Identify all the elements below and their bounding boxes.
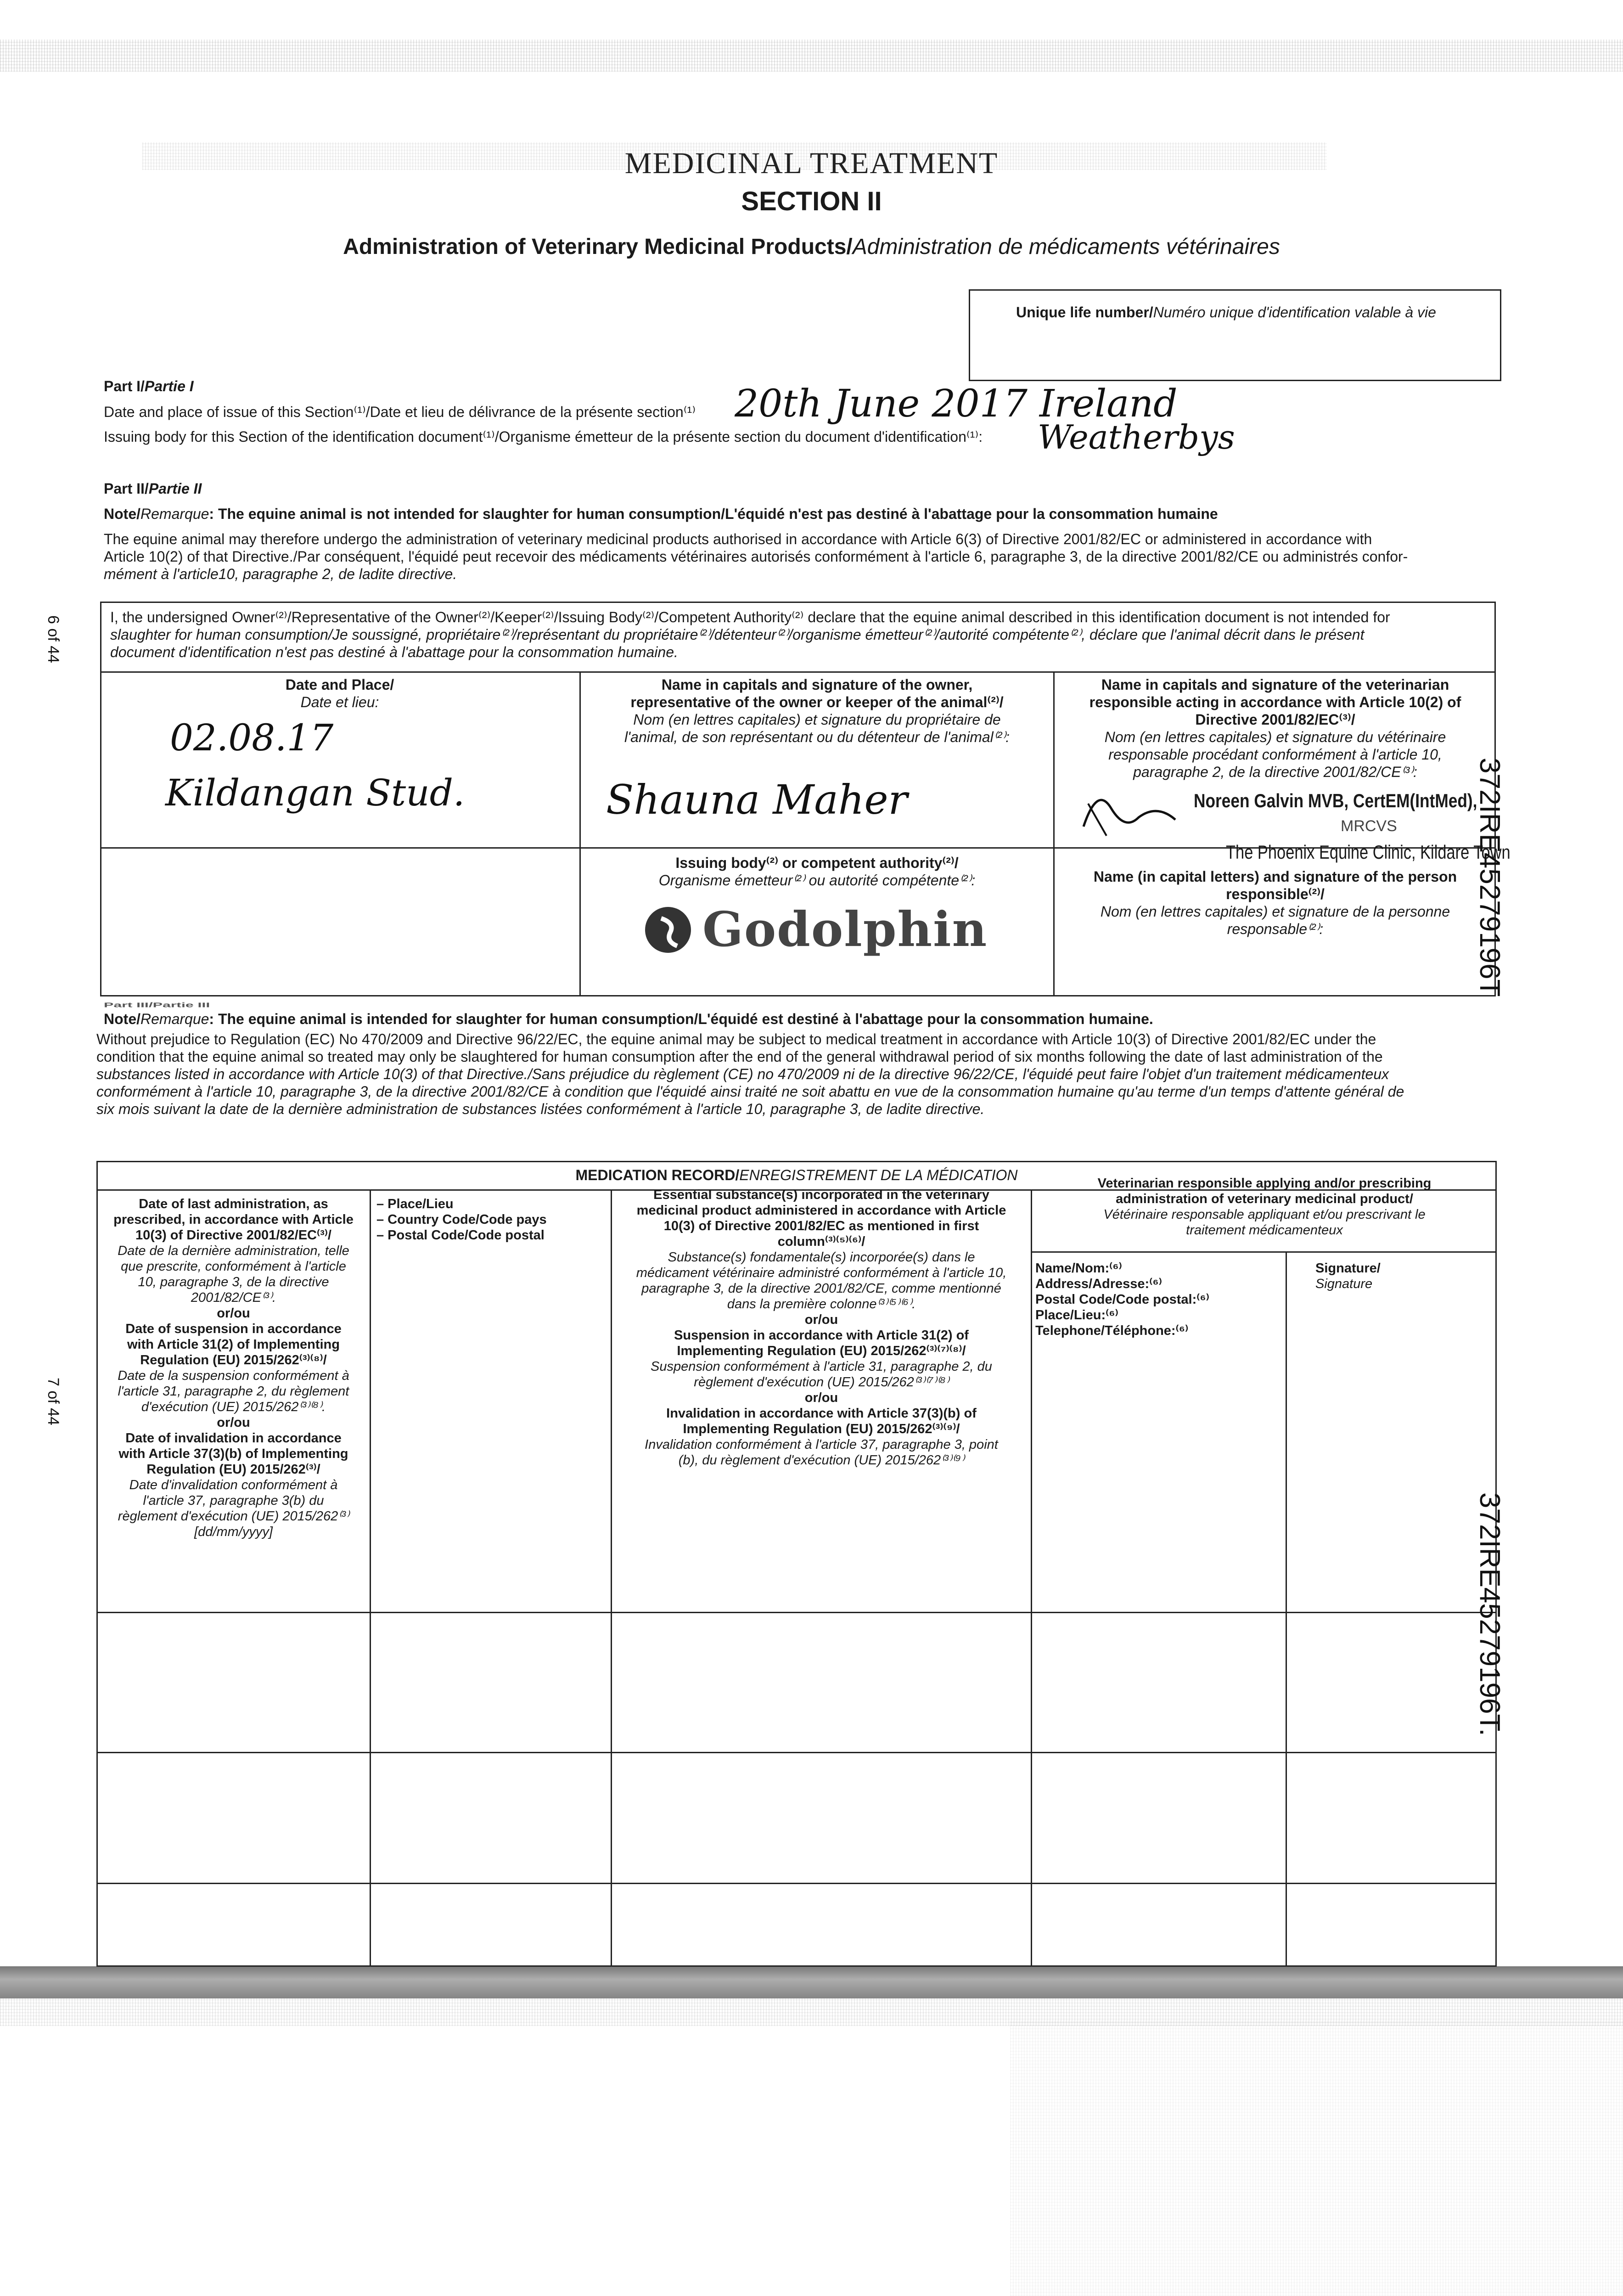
part3-para-2: condition that the equine animal so treated may only be slaughtered for human consumption after the end of the general withdrawal period of six months following the date of last administration of the <box>96 1048 1383 1065</box>
subtitle-en: Administration of Veterinary Medicinal Products/ <box>343 235 853 259</box>
med-col1-line: with Article 37(3)(b) of Implementing <box>118 1446 348 1461</box>
med-col1-line: Regulation (EU) 2015/262⁽³⁾⁽⁸⁾/ <box>140 1353 327 1367</box>
declaration-line-1: I, the undersigned Owner⁽²⁾/Representative of the Owner⁽²⁾/Keeper⁽²⁾/Issuing Body⁽²⁾/Competent Authority⁽²⁾ declare that the equine animal described in this identification document is not intended for <box>110 609 1390 625</box>
med-col4-line: traitement médicamenteux <box>1186 1223 1343 1238</box>
part3-para-1: Without prejudice to Regulation (EC) No 470/2009 and Directive 96/22/EC, the equine animal may be subject to medical treatment in accordance with Article 10(3) of Directive 2001/82/EC under the <box>96 1031 1376 1047</box>
part1-issuing-value: Weatherbys <box>1038 418 1235 456</box>
med-col4a-line: Postal Code/Code postal:⁽⁶⁾ <box>1035 1292 1209 1307</box>
med-col4-head-divider <box>1031 1251 1497 1253</box>
page-number-bottom: 7 of 44 <box>45 1378 62 1425</box>
med-col3-line: médicament vétérinaire administré conformément à l'article 10, <box>636 1266 1007 1280</box>
med-col-divider-4 <box>1286 1251 1287 1967</box>
med-col3-head <box>612 1187 1031 1468</box>
medication-record-title: MEDICATION RECORD/ENREGISTREMENT DE LA MÉDICATION <box>575 1167 1018 1183</box>
med-col1-line: Date of invalidation in accordance <box>125 1431 342 1446</box>
scan-artifact-bottom <box>0 1966 1623 1998</box>
med-col1-line: d'exécution (UE) 2015/262⁽³⁾⁽⁸⁾. <box>141 1400 326 1414</box>
scan-artifact-corner <box>1010 2020 1623 2296</box>
med-col1-line: l'article 31, paragraphe 2, du règlement <box>118 1384 349 1399</box>
med-col4b-line: Signature <box>1315 1277 1373 1291</box>
med-col4-line: administration of veterinary medicinal product/ <box>1116 1192 1413 1206</box>
uln-label: Unique life number/Numéro unique d'identification valable à vie <box>1016 304 1436 321</box>
med-row-divider-1 <box>96 1612 1497 1613</box>
med-col4b-signature <box>1315 1261 1490 1292</box>
med-col3-line: Substance(s) fondamentale(s) incorporée(s) dans le <box>668 1250 975 1265</box>
vet-stamp-suffix: MRCVS <box>1341 817 1397 835</box>
med-col3-line: column⁽³⁾⁽⁵⁾⁽⁶⁾/ <box>777 1234 865 1249</box>
godolphin-logo <box>643 900 1001 964</box>
med-col1-line: or/ou <box>217 1306 250 1321</box>
med-col3-line: Suspension in accordance with Article 31(2) of <box>674 1328 969 1343</box>
declaration-line-2: slaughter for human consumption/Je soussigné, propriétaire⁽²⁾/représentant du propriétaire⁽²⁾/détenteur⁽²⁾/organisme émetteur⁽²⁾/autorité compétente⁽²⁾, déclare que l'animal décrit dans le présent <box>110 626 1365 643</box>
med-col1-line: Date of suspension in accordance <box>125 1322 342 1336</box>
med-col3-line: Invalidation in accordance with Article 37(3)(b) of <box>666 1406 977 1421</box>
declaration-line-3: document d'identification n'est pas destiné à l'abattage pour la consommation humaine. <box>110 644 678 660</box>
med-col4a-line: Telephone/Téléphone:⁽⁶⁾ <box>1035 1323 1189 1338</box>
part2-note: Note/Remarque: The equine animal is not intended for slaughter for human consumption/L'équidé n'est pas destiné à l'abattage pour la consommation humaine <box>104 506 1218 522</box>
part1-date-label: Date and place of issue of this Section⁽¹⁾/Date et lieu de délivrance de la présente section⁽¹⁾ <box>104 404 696 420</box>
part3-para-4: conformément à l'article 10, paragraphe 3, de la directive 2001/82/CE à condition que l'équidé ainsi traité ne soit abattu en vue de la consommation humaine qu'au terme d'un temps d'attente général de <box>96 1083 1404 1100</box>
subtitle-fr: Administration de médicaments vétérinaires <box>852 235 1280 259</box>
vet-signature-scribble <box>1070 776 1180 843</box>
med-col4-line: Vétérinaire responsable appliquant et/ou prescrivant le <box>1103 1207 1426 1222</box>
issuing-body-head: Issuing body⁽²⁾ or competent authority⁽²⁾/ Organisme émetteur⁽²⁾ ou autorité compétente⁽²⁾: <box>658 855 976 889</box>
med-col1-line: Regulation (EU) 2015/262⁽³⁾/ <box>146 1462 320 1477</box>
part2-para-2: Article 10(2) of that Directive./Par conséquent, l'équidé peut recevoir des médicaments vétérinaires autorisés conformément à l'article 6, paragraphe 3, de la directive 2001/82/CE ou administrés confor- <box>104 548 1408 565</box>
med-col1-line: 2001/82/CE⁽³⁾. <box>191 1290 276 1305</box>
godolphin-emblem-icon <box>643 905 693 955</box>
declaration-divider <box>100 671 1496 673</box>
med-col1-line: with Article 31(2) of Implementing <box>127 1337 340 1352</box>
uln-margin-bottom: 372IRE452791​96T. <box>1474 1492 1505 1736</box>
med-col3-line: dans la première colonne⁽³⁾⁽⁵⁾⁽⁶⁾. <box>727 1297 916 1311</box>
med-col1-line: or/ou <box>217 1415 250 1430</box>
med-row-divider-3 <box>96 1883 1497 1884</box>
med-col3-line: (b), du règlement d'exécution (UE) 2015/262⁽³⁾⁽⁹⁾ <box>678 1453 965 1468</box>
med-col-divider-1 <box>370 1189 371 1967</box>
uln-margin-top: 372IRE452791​96T <box>1474 758 1505 997</box>
med-col1-line: Date de la suspension conformément à <box>118 1368 349 1383</box>
med-col4a-line: Name/Nom:⁽⁶⁾ <box>1035 1261 1122 1276</box>
med-col4-head <box>1032 1176 1497 1238</box>
decl-col3-head: Name in capitals and signature of the veterinarian responsible acting in accordance with Article 10(2) of Directive 2001/82/EC⁽³⁾/ Nom (en lettres capitales) et signature du vétérinaire responsable procédant conformément à l'article 10, paragraphe 2, de la directive 2001/82/CE⁽³⁾: <box>1089 676 1461 780</box>
med-col3-line: Invalidation conformément à l'article 37, paragraphe 3, point <box>645 1437 998 1452</box>
med-col1-line: Date d'invalidation conformément à <box>129 1478 338 1492</box>
med-col1-head <box>97 1196 370 1540</box>
med-col3-line: Implementing Regulation (EU) 2015/262⁽³⁾⁽⁷⁾⁽⁸⁾/ <box>677 1344 966 1358</box>
med-col2-line: – Country Code/Code pays <box>376 1212 547 1227</box>
unique-life-number-box[interactable] <box>969 289 1501 381</box>
med-col1-line: l'article 37, paragraphe 3(b) du <box>143 1493 324 1508</box>
decl-col1-head: Date and Place/ Date et lieu: <box>285 676 394 710</box>
med-col3-line: medicinal product administered in accordance with Article <box>636 1203 1006 1218</box>
med-col3-line: 10(3) of Directive 2001/82/EC as mentioned in first <box>663 1219 979 1233</box>
med-col3-line: paragraphe 3, de la directive 2001/82/CE, comme mentionné <box>641 1281 1001 1296</box>
med-col4-line: Veterinarian responsible applying and/or prescribing <box>1097 1176 1432 1191</box>
owner-signature[interactable]: Shauna Maher <box>606 776 908 823</box>
part2-para-1: The equine animal may therefore undergo the administration of veterinary medicinal products authorised in accordance with Article 6(3) of Directive 2001/82/EC or administered in accordance with <box>104 531 1372 547</box>
section-heading: SECTION II <box>741 186 882 216</box>
med-col1-line: [dd/mm/yyyy] <box>194 1525 273 1539</box>
med-col4a-fields <box>1035 1261 1283 1339</box>
vet-signature-icon <box>1070 776 1180 840</box>
part3-heading: Part III/Partie III <box>104 1001 210 1009</box>
med-col4b-line: Signature/ <box>1315 1261 1381 1276</box>
med-col1-line: Date of last administration, as <box>139 1197 328 1211</box>
subtitle <box>0 234 1623 259</box>
part3-note: Note/Remarque: The equine animal is intended for slaughter for human consumption/L'équidé est destiné à l'abattage pour la consommation humaine. <box>104 1011 1153 1027</box>
part1-heading: Part I/Partie I <box>104 378 194 394</box>
med-row-divider-2 <box>96 1752 1497 1753</box>
part1-date-value: 20th June 2017 Ireland <box>735 382 1178 426</box>
med-col1-line: prescribed, in accordance with Article <box>113 1212 354 1227</box>
med-col2-line: – Place/Lieu <box>376 1197 454 1211</box>
part1-issuing-label: Issuing body for this Section of the identification document⁽¹⁾/Organisme émetteur de la présente section du document d'identification⁽¹⁾: <box>104 428 983 445</box>
med-col3-line: Implementing Regulation (EU) 2015/262⁽³⁾⁽⁹⁾/ <box>683 1422 960 1436</box>
med-col3-line: Suspension conformément à l'article 31, paragraphe 2, du <box>651 1359 992 1374</box>
decl-date-value[interactable]: 02.08.17 <box>170 716 334 759</box>
med-col2-head <box>376 1196 606 1243</box>
part3-para-5: six mois suivant la date de la dernière administration de substances listées conformément à l'article 10, paragraphe 3, de ladite directive. <box>96 1101 985 1117</box>
med-col1-line: règlement d'exécution (UE) 2015/262⁽³⁾ <box>118 1509 349 1524</box>
med-col4a-line: Place/Lieu:⁽⁶⁾ <box>1035 1308 1118 1322</box>
decl-col2-head: Name in capitals and signature of the owner, representative of the owner or keeper of the animal⁽²⁾/ Nom (en lettres capitales) et signature du propriétaire de l'animal, de son représentant ou du détenteur de l'animal⁽²⁾: <box>624 676 1010 745</box>
med-col1-line: Date de la dernière administration, telle <box>118 1244 349 1258</box>
decl-place-value[interactable]: Kildangan Stud. <box>165 771 465 814</box>
page-title: MEDICINAL TREATMENT <box>624 146 999 180</box>
vet-stamp-clinic: The Phoenix Equine Clinic, Kildare Town <box>1226 841 1511 863</box>
godolphin-wordmark: Godolphin <box>702 901 988 957</box>
person-responsible-head: Name (in capital letters) and signature of the person responsible⁽²⁾/ Nom (en lettres capitales) et signature de la personne responsable⁽²⁾: <box>1093 868 1457 937</box>
vet-stamp-name: Noreen Galvin MVB, CertEM(IntMed), <box>1194 790 1477 811</box>
med-col2-line: – Postal Code/Code postal <box>376 1228 545 1243</box>
med-col1-line: que prescrite, conformément à l'article <box>121 1259 346 1274</box>
scan-artifact-top <box>0 39 1623 72</box>
part3-para-3: substances listed in accordance with Article 10(3) of that Directive./Sans préjudice du règlement (CE) no 470/2009 ni de la directive 96/22/CE, l'équidé peut faire l'objet d'un traitement médicamenteux <box>96 1066 1389 1082</box>
part2-heading: Part II/Partie II <box>104 480 202 497</box>
med-col-divider-3 <box>1031 1189 1032 1967</box>
med-col1-line: 10, paragraphe 3, de la directive <box>138 1275 329 1289</box>
med-col3-line: règlement d'exécution (UE) 2015/262⁽³⁾⁽⁷⁾⁽⁸⁾ <box>694 1375 949 1390</box>
part2-para-3: mément à l'article10, paragraphe 2, de ladite directive. <box>104 566 457 582</box>
med-col3-line: Essential substance(s) incorporated in the veterinary <box>653 1187 989 1202</box>
med-col1-line: 10(3) of Directive 2001/82/EC⁽³⁾/ <box>135 1228 331 1243</box>
page-number-top: 6 of 44 <box>45 615 62 663</box>
med-col3-line: or/ou <box>804 1312 838 1327</box>
med-col4a-line: Address/Adresse:⁽⁶⁾ <box>1035 1277 1162 1291</box>
med-col3-line: or/ou <box>804 1390 838 1405</box>
